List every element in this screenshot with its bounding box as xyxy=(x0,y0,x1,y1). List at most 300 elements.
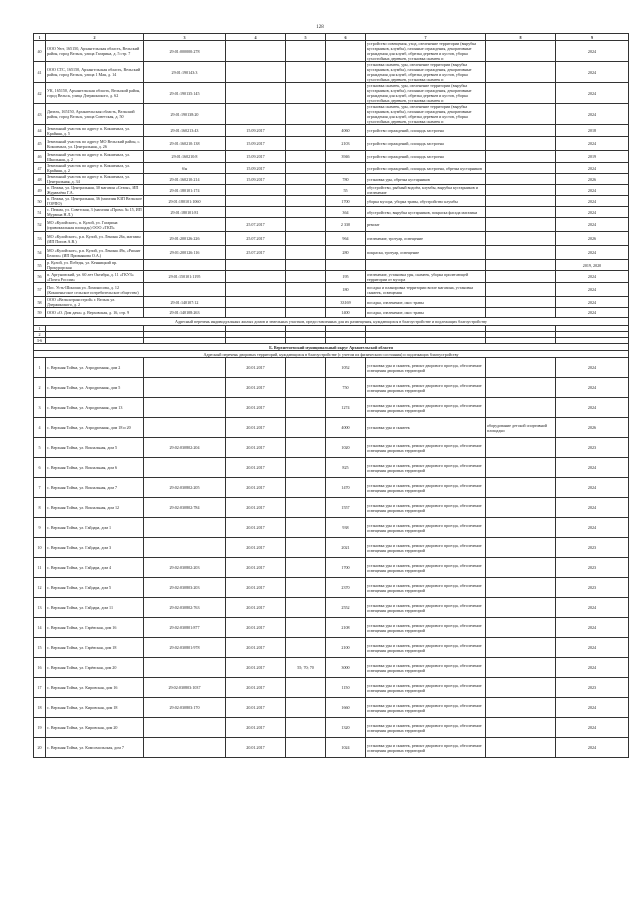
cell-year: 2024 xyxy=(556,41,629,62)
cell-date: 15.09.2017 xyxy=(226,137,286,151)
cell-date: 20.01.2017 xyxy=(226,658,286,678)
cell-no: 7 xyxy=(34,478,46,498)
cell-addr: Земельный участок по адресу МО Вельский район, с. Кокшеньга, ул. Центральная, д. 26 xyxy=(46,137,144,151)
cell-no: 56 xyxy=(34,271,46,283)
cell-no: 53 xyxy=(34,232,46,246)
cell-works: установка урн и скамеек, ремонт дворового проезда, обеспечение освещения дворовых территорий xyxy=(366,638,486,658)
cell-addr: с. Верхняя Тойма, ул. Гарёвская, дом 20 xyxy=(46,658,144,678)
cell-works: устройство ограждений, площадь застроена xyxy=(366,151,486,163)
cell-year: 2024 xyxy=(556,518,629,538)
cell-no: 54 xyxy=(34,246,46,260)
cell-mark xyxy=(486,538,556,558)
cell-works: установка урн и скамеек, ремонт дворового проезда, обеспечение освещения дворовых территорий xyxy=(366,498,486,518)
cell-date xyxy=(226,41,286,62)
cell-area xyxy=(326,83,366,104)
cell-no: 5 xyxy=(34,438,46,458)
cell-date: 20.01.2017 xyxy=(226,738,286,758)
cell-addr: ООО Уют, 165150, Архангельская область, Вельский район, город Вельск, улица Гагарина, д. 5 стр. 7 xyxy=(46,41,144,62)
cell-works: установка урн и скамеек, ремонт дворового проезда, обеспечение освещения дворовых территорий xyxy=(366,378,486,398)
table-row xyxy=(34,478,629,498)
cell-works: установка урн и скамеек, ремонт дворового проезда, обеспечение освещения дворовых территорий xyxy=(366,358,486,378)
cell-num xyxy=(286,518,326,538)
cell-addr: с. Верхняя Тойма, ул. Гайдара, дом 1 xyxy=(46,518,144,538)
section-title-row xyxy=(34,344,629,351)
column-number: 9 xyxy=(556,34,629,41)
cell-year: 2024 xyxy=(556,398,629,418)
cell-no: 19 xyxy=(34,718,46,738)
cell-addr: п. Пежма, ул. Центральная, 36 (магазин КЗП Вельское ГОРПО) xyxy=(47,196,142,206)
cell-addr: МО «Кулойское», р.п. Кулой, ул. Ленина 26а, магазин (ИП Попов А.В.) xyxy=(46,232,144,246)
cell-works: озеленение, установка урн, скамеек, уборка прилегающей территории от мусора xyxy=(366,271,486,283)
cell-no: 58 xyxy=(34,297,46,308)
cell-no: 49 xyxy=(34,185,46,196)
cell-addr: с. Верхняя Тойма, ул. Аэродромная, дом 2 xyxy=(46,358,144,378)
cell-mark: оборудование детской спортивной площадки xyxy=(486,418,556,438)
cell-date: 15.09.2017 xyxy=(226,125,286,137)
page-number: 128 xyxy=(316,25,324,30)
cell-year: 2024 xyxy=(556,62,629,83)
cell-addr: с. Пежма, ул. Советская, 3 (магазин «Пром» № 15, ИП Мурзина Н.Л.) xyxy=(47,207,142,217)
cell-mark xyxy=(486,458,556,478)
cell-kad: 29:01:200126:226 xyxy=(144,232,226,246)
cell-kad xyxy=(144,458,226,478)
cell-addr: Земельный участок по адресу п. Кокшеньга, ул. Центральная, д. 34 xyxy=(46,174,144,185)
cell-date: 15.09.2017 xyxy=(226,151,286,163)
cell-kad: 29:02:030801:877 xyxy=(144,618,226,638)
cell-works: установка урн и скамеек, ремонт дворового проезда, обеспечение освещения дворовых территорий xyxy=(366,538,486,558)
table-row xyxy=(34,578,629,598)
blank-row-number: 1 xyxy=(34,326,46,332)
cell-no: 45 xyxy=(34,137,46,151)
cell-area: 1700 xyxy=(326,196,366,207)
cell-works: установка урн и скамеек, ремонт дворового проезда, обеспечение освещения дворовых территорий xyxy=(366,678,486,698)
table-row xyxy=(34,308,629,318)
cell-mark xyxy=(486,478,556,498)
cell-no: 46 xyxy=(34,151,46,163)
cell-num xyxy=(286,498,326,518)
cell-mark xyxy=(486,151,556,163)
table-row xyxy=(34,271,629,283)
cell-date: 20.01.2017 xyxy=(226,438,286,458)
table-row xyxy=(34,438,629,458)
cell-kad xyxy=(144,218,226,232)
cell-kad xyxy=(144,398,226,418)
cell-num xyxy=(286,207,326,218)
cell-date: 20.01.2017 xyxy=(226,638,286,658)
cell-no: 10 xyxy=(34,538,46,558)
cell-kad: 29:01:140108:263 xyxy=(144,308,226,318)
cell-no: 41 xyxy=(34,62,46,83)
cell-addr: с. Верхняя Тойма, ул. Гарёвская, дом 18 xyxy=(46,638,144,658)
table-row xyxy=(34,378,629,398)
cell-year: 2026 xyxy=(556,174,629,185)
table-row xyxy=(34,185,629,196)
cell-num xyxy=(286,283,326,297)
cell-addr: Дизель, 165150, Архангельская область, Вельский район, город Вельск, улица Советская, д. 50 xyxy=(46,104,144,125)
cell-mark xyxy=(486,558,556,578)
cell-addr: с. Верхняя Тойма, ул. Гайдара, дом 4 xyxy=(46,558,144,578)
cell-num xyxy=(286,678,326,698)
cell-year: 2023 xyxy=(556,558,629,578)
cell-kad: 29:02:030802:204 xyxy=(144,438,226,458)
column-number: 4 xyxy=(226,34,286,41)
cell-area: 55 xyxy=(326,185,366,196)
table-row xyxy=(34,151,629,163)
cell-addr: Земельный участок по адресу п. Кокшеньга, ул. Крайняя, д. 2 xyxy=(46,163,144,174)
cell-date: 20.01.2017 xyxy=(226,558,286,578)
table-row xyxy=(34,174,629,185)
cell-addr: с. Верхняя Тойма, ул. Гарёвская, дом 16 xyxy=(46,618,144,638)
cell-date: 20.01.2017 xyxy=(226,358,286,378)
cell-year: 2024 xyxy=(556,218,629,232)
cell-mark xyxy=(486,83,556,104)
cell-mark xyxy=(486,378,556,398)
table-row xyxy=(34,62,629,83)
cell-kad xyxy=(144,518,226,538)
cell-addr: ООО «Вельсктранс​строй» г. Вельск ул. Дзержинского, д. 2 xyxy=(46,297,144,308)
cell-num xyxy=(286,738,326,758)
cell-works: устройство освещения, уход, озеленение территории (вырубка кустарников, клумбы), газонные ограждения, декоративные ограждения для клумб, обрезка деревьев и кустов, уборка сухостойных деревьев, установка скамеек и xyxy=(366,41,486,62)
table-row xyxy=(34,678,629,698)
cell-num xyxy=(286,163,326,174)
cell-date: 25.07.2017 xyxy=(226,232,286,246)
cell-mark xyxy=(486,232,556,246)
cell-mark xyxy=(486,137,556,151)
cell-area: 938 xyxy=(326,518,366,538)
cell-num xyxy=(286,578,326,598)
cell-kad: 29:02:030803:203 xyxy=(144,578,226,598)
table-row xyxy=(34,498,629,518)
cell-kad: 29:02:030802:203 xyxy=(144,558,226,578)
cell-kad: 29:01:200126:116 xyxy=(144,246,226,260)
cell-no: 11 xyxy=(34,558,46,578)
cell-area: 1150 xyxy=(326,678,366,698)
cell-kad: 29:02:030803:170 xyxy=(144,698,226,718)
table-row xyxy=(34,598,629,618)
cell-num xyxy=(286,698,326,718)
cell-area xyxy=(326,163,366,174)
cell-kad: 29:01:160210:214 xyxy=(144,174,226,185)
table-row xyxy=(34,125,629,137)
cell-area: 180 xyxy=(326,283,366,297)
cell-no: 40 xyxy=(34,41,46,62)
cell-year: 2024 xyxy=(556,104,629,125)
cell-date xyxy=(226,196,286,207)
cell-kad xyxy=(144,738,226,758)
cell-kad: 29:01:160213:43 xyxy=(144,125,226,137)
cell-no: 20 xyxy=(34,738,46,758)
cell-works: установка урн и скамеек, ремонт дворового проезда, обеспечение освещения дворовых территорий xyxy=(366,398,486,418)
cell-year: 2019 xyxy=(556,151,629,163)
cell-num xyxy=(286,398,326,418)
cell-works: установка урн и скамеек, ремонт дворового проезда, обеспечение освещения дворовых территорий xyxy=(366,438,486,458)
address-table xyxy=(33,33,629,758)
cell-mark xyxy=(486,41,556,62)
cell-kad: 29:01:180101:81 xyxy=(144,207,226,218)
cell-mark xyxy=(486,174,556,185)
cell-no: 6 xyxy=(34,458,46,478)
cell-year: 2024 xyxy=(556,658,629,678)
cell-area: 1700 xyxy=(326,558,366,578)
column-number: 5 xyxy=(286,34,326,41)
cell-year: 2024 xyxy=(556,196,629,207)
cell-kad: 29:01:180101:1060 xyxy=(144,196,226,207)
cell-year: 2023 xyxy=(556,438,629,458)
cell-num xyxy=(286,438,326,458)
cell-date: 20.01.2017 xyxy=(226,538,286,558)
cell-area: 4000 xyxy=(326,418,366,438)
cell-year: 2024 xyxy=(556,283,629,297)
cell-works: обустройство, рыбный водоём, клумбы, вырубка кустарников и озеленение xyxy=(366,185,486,196)
cell-mark xyxy=(486,358,556,378)
cell-date: 25.07.2017 xyxy=(226,246,286,260)
cell-no: 14 xyxy=(34,618,46,638)
cell-works: установка урн и скамеек, ремонт дворового проезда, обеспечение освещения дворовых территорий xyxy=(366,718,486,738)
cell-area: 1020 xyxy=(326,438,366,458)
cell-no: 52 xyxy=(34,218,46,232)
cell-mark xyxy=(486,207,556,218)
cell-num xyxy=(286,174,326,185)
cell-num xyxy=(286,246,326,260)
cell-year: 2024 xyxy=(556,478,629,498)
blank-row-number: 3-6 xyxy=(34,338,46,344)
cell-kad: 29:01:160210:8 xyxy=(144,151,226,163)
cell-mark xyxy=(486,598,556,618)
cell-date: 20.01.2017 xyxy=(226,598,286,618)
cell-num xyxy=(286,618,326,638)
cell-num xyxy=(286,478,326,498)
cell-addr: с. Верхняя Тойма, ул. Вокзальная, дом 12 xyxy=(46,498,144,518)
cell-works: установка скамеек, урн, озеленение территории (вырубка кустарников, клумбы), газонные ограждения, декоративные ограждения для клумб, обрезка деревьев и кустов, уборка сухостойных деревьев, установка скамеек и xyxy=(366,104,486,125)
table-row xyxy=(34,418,629,438)
table-row xyxy=(34,260,629,271)
cell-year: 2024 xyxy=(556,207,629,218)
cell-no: 12 xyxy=(34,578,46,598)
cell-date xyxy=(226,62,286,83)
table-row xyxy=(34,358,629,378)
column-number-row xyxy=(34,34,629,41)
cell-area: 1274 xyxy=(326,398,366,418)
cell-addr: с. Верхняя Тойма, ул. Гайдара, дом 5 xyxy=(46,578,144,598)
cell-kad xyxy=(144,260,226,271)
cell-year: 2023 xyxy=(556,578,629,598)
cell-area: 1470 xyxy=(326,478,366,498)
cell-addr: с. Верхняя Тойма, ул. Комсомольская, дом 7 xyxy=(46,738,144,758)
document-sheet xyxy=(33,33,628,758)
cell-area: 1400 xyxy=(326,308,366,318)
cell-mark xyxy=(486,218,556,232)
cell-year: 2024 xyxy=(556,618,629,638)
cell-area: 2021 xyxy=(326,538,366,558)
cell-area: 364 xyxy=(326,207,366,218)
cell-year: 2018 xyxy=(556,125,629,137)
cell-area: 1320 xyxy=(326,718,366,738)
cell-year: 2024 xyxy=(556,598,629,618)
cell-no: 55 xyxy=(34,260,46,271)
cell-num xyxy=(286,418,326,438)
cell-mark xyxy=(486,718,556,738)
cell-works: установка урн и скамеек, ремонт дворового проезда, обеспечение освещения дворовых территорий xyxy=(366,598,486,618)
cell-year: 2024 xyxy=(556,271,629,283)
cell-area: 2 330 xyxy=(326,218,366,232)
cell-addr: с. Верхняя Тойма, ул. Гайдара, дом 3 xyxy=(46,538,144,558)
cell-mark xyxy=(486,738,556,758)
cell-num xyxy=(286,196,326,207)
cell-kad xyxy=(144,358,226,378)
cell-kad xyxy=(144,418,226,438)
cell-area: 2552 xyxy=(326,598,366,618)
cell-mark xyxy=(486,438,556,458)
cell-num xyxy=(286,638,326,658)
cell-year: 2024 xyxy=(556,83,629,104)
cell-num xyxy=(286,83,326,104)
cell-kad: 29:02:030802:784 xyxy=(144,498,226,518)
cell-year: 2026 xyxy=(556,418,629,438)
cell-no: 18 xyxy=(34,698,46,718)
cell-mark xyxy=(486,578,556,598)
cell-kad: б/н xyxy=(144,163,226,174)
cell-num xyxy=(286,137,326,151)
cell-addr: с. Верхняя Тойма, ул. Кировская, дом 18 xyxy=(46,698,144,718)
cell-addr: с. Верхняя Тойма, ул. Аэродромная, дом 18 и 20 xyxy=(46,418,144,438)
cell-year: 2024 xyxy=(556,137,629,151)
cell-year: 2026 xyxy=(556,232,629,246)
cell-date: 20.01.2017 xyxy=(226,618,286,638)
cell-num xyxy=(286,297,326,308)
cell-year: 2024 xyxy=(556,718,629,738)
table-row xyxy=(34,718,629,738)
cell-addr: Пос. Усть-Шоноша ул. Ломоносова, д. 12 (Кокшеньгское сельское потребительское общество) xyxy=(46,283,144,297)
cell-area: 195 xyxy=(326,271,366,283)
cell-works: покраска, тротуар, освещение xyxy=(366,246,486,260)
cell-mark xyxy=(486,283,556,297)
cell-addr: п. Аргуновский, ул. 60 лет Октября, д. 11 «ГКУЗ» «Почта России» xyxy=(46,271,144,283)
cell-num xyxy=(286,62,326,83)
cell-kad xyxy=(144,718,226,738)
cell-year: 2024 xyxy=(556,308,629,318)
table-row xyxy=(34,163,629,174)
table-row xyxy=(34,104,629,125)
cell-year: 2024 xyxy=(556,498,629,518)
cell-no: 17 xyxy=(34,678,46,698)
section-note: Адресный перечень индивидуальных жилых домов и земельных участков, предоставленных для их размещения, нуждающихся в благоустройстве и подлежащих благоустройству xyxy=(34,318,629,326)
cell-mark xyxy=(486,638,556,658)
cell-works: установка урн и скамеек, ремонт дворового проезда, обеспечение освещения дворовых территорий xyxy=(366,738,486,758)
cell-works: установка урн и скамеек, ремонт дворового проезда, обеспечение освещения дворовых территорий xyxy=(366,458,486,478)
cell-addr: с. Верхняя Тойма, ул. Кировская, дом 16 xyxy=(46,678,144,698)
cell-num xyxy=(286,598,326,618)
cell-date: 20.01.2017 xyxy=(226,418,286,438)
section-subtitle-row xyxy=(34,351,629,358)
cell-date xyxy=(226,308,286,318)
cell-area: 2108 xyxy=(326,618,366,638)
cell-no: 57 xyxy=(34,283,46,297)
cell-date xyxy=(226,260,286,271)
cell-num xyxy=(286,538,326,558)
table-row xyxy=(34,558,629,578)
cell-addr: с. Верхняя Тойма, ул. Вокзальная, дом 5 xyxy=(46,438,144,458)
table-row xyxy=(34,297,629,308)
table-row xyxy=(34,232,629,246)
cell-addr: с. Верхняя Тойма, ул. Аэродромная, дом 5 xyxy=(46,378,144,398)
table-row xyxy=(34,41,629,62)
cell-works: установка урн и скамеек, ремонт дворового проезда, обеспечение освещения дворовых территорий xyxy=(366,578,486,598)
cell-addr: п. Пежма, ул. Центральная, 30 магазин «Сезон», ИП Журавлёва Г.А. xyxy=(46,185,144,196)
cell-no: 59 xyxy=(34,308,46,318)
cell-date: 20.01.2017 xyxy=(226,718,286,738)
cell-num xyxy=(286,104,326,125)
cell-year: 2024 xyxy=(556,246,629,260)
cell-mark xyxy=(486,297,556,308)
cell-no: 47 xyxy=(34,163,46,174)
cell-date: 20.01.2017 xyxy=(226,578,286,598)
cell-year: 2024 xyxy=(556,358,629,378)
cell-area: 750 xyxy=(326,378,366,398)
cell-num xyxy=(286,558,326,578)
cell-date: 25.07.2017 xyxy=(226,218,286,232)
cell-mark xyxy=(486,185,556,196)
cell-area: 1024 xyxy=(326,738,366,758)
cell-works: устройство ограждений, площадь застроена xyxy=(366,137,486,151)
cell-num: 55; 70; 70 xyxy=(286,658,326,678)
cell-addr: р. Кулой, ул. Победы, ул. Кенницкий пр. Прокурорская xyxy=(46,260,144,271)
cell-no: 1 xyxy=(34,358,46,378)
cell-mark xyxy=(486,196,556,207)
cell-no: 8 xyxy=(34,498,46,518)
cell-date: 20.01.2017 xyxy=(226,478,286,498)
cell-mark xyxy=(486,308,556,318)
cell-date: 20.01.2017 xyxy=(226,458,286,478)
cell-area xyxy=(326,62,366,83)
cell-works: посадка и планировка территории возле магазина, установка скамеек, освещения xyxy=(366,283,486,297)
cell-mark xyxy=(486,104,556,125)
cell-year: 2024 xyxy=(556,297,629,308)
cell-no: 42 xyxy=(34,83,46,104)
cell-area: 1557 xyxy=(326,498,366,518)
cell-mark xyxy=(486,678,556,698)
blank-row-number: 2 xyxy=(34,332,46,338)
cell-mark xyxy=(486,518,556,538)
cell-works: установка урн и скамеек xyxy=(366,418,486,438)
cell-num xyxy=(286,218,326,232)
cell-mark xyxy=(486,618,556,638)
cell-mark xyxy=(486,698,556,718)
cell-year: 2024 xyxy=(556,738,629,758)
cell-date xyxy=(226,104,286,125)
cell-addr: с. Верхняя Тойма, ул. Аэродромная, дом 13 xyxy=(46,398,144,418)
table-row xyxy=(34,137,629,151)
cell-year: 2024 xyxy=(556,638,629,658)
cell-area: 780 xyxy=(326,174,366,185)
column-number: 1 xyxy=(34,34,46,41)
cell-no: 4 xyxy=(34,418,46,438)
cell-kad: 29:01:190135:145 xyxy=(144,83,226,104)
cell-area: 2370 xyxy=(326,578,366,598)
cell-year: 2024 xyxy=(556,378,629,398)
cell-no: 3 xyxy=(34,398,46,418)
cell-works: обустройство, вырубка кустарников, покраска фасада магазина xyxy=(366,207,486,218)
cell-no: 43 xyxy=(34,104,46,125)
cell-year: 2024 xyxy=(556,458,629,478)
table-row xyxy=(34,738,629,758)
cell-addr: ООО СТС, 165150, Архангельская область, Вельский район, город Вельск, улица 1 Мая, д. 14 xyxy=(46,62,144,83)
cell-kad xyxy=(144,283,226,297)
cell-no: 51 xyxy=(34,207,46,218)
table-row xyxy=(34,218,629,232)
cell-works: установка урн и скамеек, ремонт дворового проезда, обеспечение освещения дворовых территорий xyxy=(366,558,486,578)
cell-mark xyxy=(486,246,556,260)
cell-date: 20.01.2017 xyxy=(226,518,286,538)
